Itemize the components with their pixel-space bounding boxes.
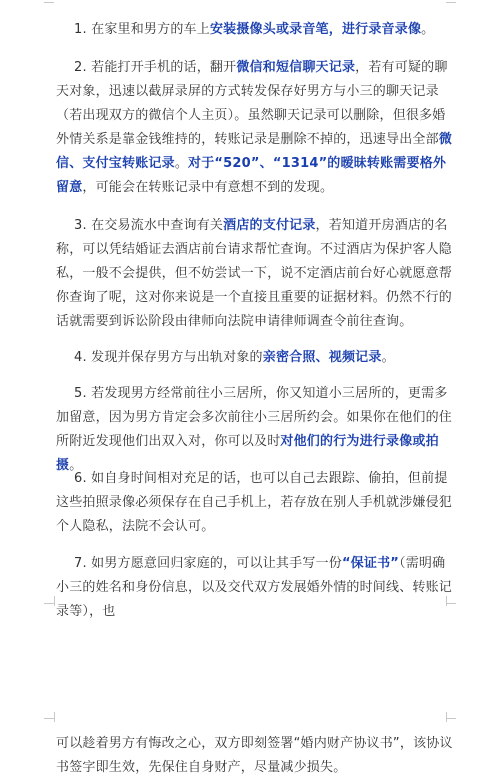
crop-mark: [446, 718, 456, 719]
paragraph-1: [56, 18, 454, 42]
emphasis-text: 安装摄像头或录音笔，进行录音录像: [209, 22, 422, 37]
crop-mark: [44, 603, 54, 604]
emphasis-text: 微信和短信聊天记录: [236, 60, 356, 75]
paragraph-7-continued: [56, 732, 454, 780]
paragraph-5: [56, 382, 454, 478]
emphasis-text: “保证书”: [341, 556, 400, 571]
body-text: 5. 若发现男方经常前往小三居所，你又知道小三居所的，更需多加留意，因为男方肯定会多次前往小三居所约会。如果你在他们的住所附近发现他们出双入对，你可以及时: [56, 386, 453, 449]
paragraph-3: [56, 214, 454, 334]
body-text: 。: [381, 350, 395, 365]
body-text: ，若有可疑的聊天对象，迅速以截屏录屏的方式转发保存好男方与小三的聊天记录（若出现双方的微信个人主页）。虽然聊天记录可以删除，但很多婚外情关系是靠金钱维持的，转账记录是删除不掉的，迅速导出全部: [56, 60, 448, 147]
emphasis-text: 微信、支付宝转账记录: [56, 132, 453, 171]
crop-mark: [54, 596, 55, 606]
body-text: 。: [421, 22, 435, 37]
paragraph-6: [56, 467, 454, 539]
crop-mark: [446, 2, 456, 3]
body-text: 可以趁着男方有悔改之心，双方即刻签署“婚内财产协议书”，该协议书签字即生效，先保住自身财产，尽量减少损失。: [56, 736, 453, 775]
body-text: ，若知道开房酒店的名称，可以凭结婚证去酒店前台请求帮忙查询。不过酒店为保护客人隐私，一般不会提供，但不妨尝试一下，说不定酒店前台好心就愿意帮你查询了呢，这对你来说是一个直接且重要的证据材料。仍然不行的话就需要到诉讼阶段由律师向法院申请律师调查令前往查询。: [56, 218, 453, 329]
crop-mark: [54, 712, 55, 722]
body-text: 。: [69, 458, 83, 473]
paragraph-7: [56, 552, 454, 624]
emphasis-text: 对他们的行为进行录像或拍摄: [56, 434, 439, 473]
emphasis-text: 亲密合照、视频记录: [262, 350, 382, 365]
body-text: 7. 如男方愿意回归家庭的，可以让其手写一份: [74, 556, 342, 571]
crop-mark: [44, 718, 54, 719]
crop-mark: [44, 2, 54, 3]
body-text: 1. 在家里和男方的车上: [74, 22, 210, 37]
emphasis-text: 酒店的支付记录: [223, 218, 316, 233]
paragraph-4: [56, 346, 454, 370]
crop-mark: [446, 596, 447, 606]
crop-mark: [446, 603, 456, 604]
body-text: 。: [174, 156, 189, 171]
body-text: 4. 发现并保存男方与出轨对象的: [74, 350, 263, 365]
emphasis-text: 对于“520”、“1314”的暧昧转账需要格外留意: [56, 156, 447, 195]
body-text: ，可能会在转账记录中有意想不到的发现。: [82, 180, 334, 195]
body-text: 2. 若能打开手机的话，翻开: [74, 60, 237, 75]
body-text: 3. 在交易流水中查询有关: [74, 218, 224, 233]
crop-mark: [446, 712, 447, 722]
body-text: 6. 如自身时间相对充足的话，也可以自己去跟踪、偷拍，但前提这些拍照录像必须保存在自己手机上，若存放在别人手机就涉嫌侵犯个人隐私，法院不会认可。: [56, 471, 453, 534]
body-text: （需明确小三的姓名和身份信息，以及交代双方发展婚外情的时间线、转账记录等），也: [56, 556, 453, 619]
paragraph-2: [56, 56, 454, 200]
